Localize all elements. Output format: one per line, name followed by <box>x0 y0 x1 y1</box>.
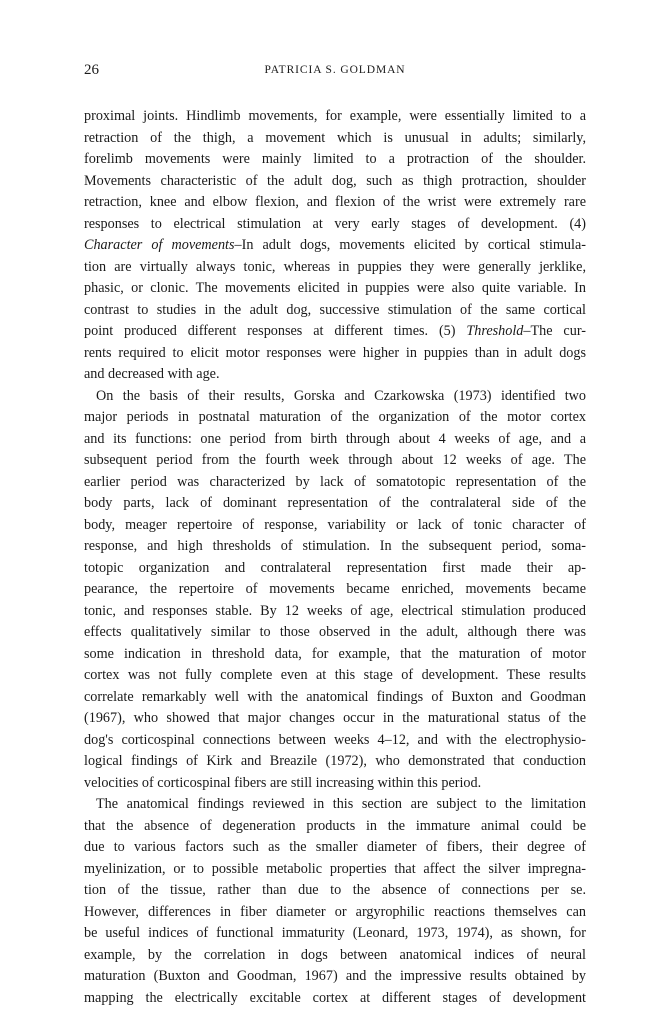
text-segment: –In adult dogs, movements elicited by cortical stimula- <box>235 237 586 253</box>
text-segment: –The cur- <box>523 323 586 339</box>
text-line: example, by the correlation in dogs between anatomical indices of neural <box>84 945 586 967</box>
italic-term: Threshold <box>466 323 523 339</box>
text-line: proximal joints. Hindlimb movements, for example, were essentially limited to a <box>84 106 586 128</box>
text-line: responses to electrical stimulation at very early stages of development. (4) <box>84 214 586 236</box>
text-line: dog's corticospinal connections between weeks 4–12, and with the electrophysio- <box>84 730 586 752</box>
text-line: totopic organization and contralateral representation first made their ap- <box>84 558 586 580</box>
text-line: subsequent period from the fourth week through about 12 weeks of age. The <box>84 450 586 472</box>
text-line: response, and high thresholds of stimulation. In the subsequent period, soma- <box>84 536 586 558</box>
text-line <box>84 235 586 257</box>
text-line: phasic, or clonic. The movements elicited in puppies were also quite variable. In <box>84 278 586 300</box>
text-line: maturation (Buxton and Goodman, 1967) and the impressive results obtained by <box>84 966 586 988</box>
text-line: that the absence of degeneration products in the immature animal could be <box>84 816 586 838</box>
text-line: The anatomical findings reviewed in this section are subject to the limitation <box>84 794 586 816</box>
page-header <box>84 62 586 86</box>
text-segment: point produced different responses at different times. (5) <box>84 323 466 339</box>
text-line: rents required to elicit motor responses were higher in puppies than in adult dogs <box>84 343 586 365</box>
text-line: logical findings of Kirk and Breazile (1972), who demonstrated that conduction <box>84 751 586 773</box>
text-line: correlate remarkably well with the anatomical findings of Buxton and Goodman <box>84 687 586 709</box>
text-line: myelinization, or to possible metabolic properties that affect the silver impregna- <box>84 859 586 881</box>
text-line: Movements characteristic of the adult dog, such as thigh protraction, shoulder <box>84 171 586 193</box>
italic-term: Character of movements <box>84 237 235 253</box>
text-line: mapping the electrically excitable cortex at different stages of development <box>84 988 586 1009</box>
body-text <box>84 106 586 1009</box>
text-line: (1967), who showed that major changes occur in the maturational status of the <box>84 708 586 730</box>
text-line: contrast to studies in the adult dog, successive stimulation of the same cortical <box>84 300 586 322</box>
text-line: earlier period was characterized by lack of somatotopic representation of the <box>84 472 586 494</box>
text-line: body, meager repertoire of response, variability or lack of tonic character of <box>84 515 586 537</box>
text-line: tonic, and responses stable. By 12 weeks of age, electrical stimulation produced <box>84 601 586 623</box>
text-line: be useful indices of functional immaturity (Leonard, 1973, 1974), as shown, for <box>84 923 586 945</box>
text-line: due to various factors such as the smaller diameter of fibers, their degree of <box>84 837 586 859</box>
text-line: some indication in threshold data, for example, that the maturation of motor <box>84 644 586 666</box>
text-line: forelimb movements were mainly limited to a protraction of the shoulder. <box>84 149 586 171</box>
text-line: tion of the tissue, rather than due to the absence of connections per se. <box>84 880 586 902</box>
text-line: effects qualitatively similar to those observed in the adult, although there was <box>84 622 586 644</box>
text-line: However, differences in fiber diameter or argyrophilic reactions themselves can <box>84 902 586 924</box>
text-line: On the basis of their results, Gorska and Czarkowska (1973) identified two <box>84 386 586 408</box>
text-line: retraction of the thigh, a movement which is unusual in adults; similarly, <box>84 128 586 150</box>
text-line: tion are virtually always tonic, whereas in puppies they were generally jerklike, <box>84 257 586 279</box>
text-line: velocities of corticospinal fibers are still increasing within this period. <box>84 773 586 795</box>
text-line: body parts, lack of dominant representation of the contralateral side of the <box>84 493 586 515</box>
running-head: PATRICIA S. GOLDMAN <box>84 64 586 76</box>
text-line <box>84 321 586 343</box>
text-line: pearance, the repertoire of movements became enriched, movements became <box>84 579 586 601</box>
text-line: retraction, knee and elbow flexion, and flexion of the wrist were extremely rare <box>84 192 586 214</box>
text-line: cortex was not fully complete even at this stage of development. These results <box>84 665 586 687</box>
text-line: and its functions: one period from birth through about 4 weeks of age, and a <box>84 429 586 451</box>
page-number: 26 <box>84 62 99 79</box>
text-line: major periods in postnatal maturation of the organization of the motor cortex <box>84 407 586 429</box>
text-line: and decreased with age. <box>84 364 586 386</box>
